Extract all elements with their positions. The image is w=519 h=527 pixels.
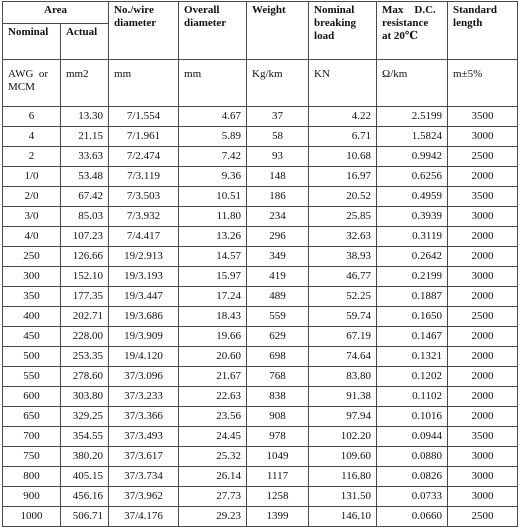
actual-header: Actual bbox=[61, 24, 109, 60]
cell-wire: 37/4.176 bbox=[109, 507, 179, 527]
cell-weight: 489 bbox=[247, 287, 309, 307]
cell-resistance: 0.2642 bbox=[377, 247, 448, 267]
cell-wire: 7/3.503 bbox=[109, 187, 179, 207]
cell-wire: 7/1.554 bbox=[109, 107, 179, 127]
cell-length: 2000 bbox=[448, 287, 518, 307]
cell-actual: 506.71 bbox=[61, 507, 109, 527]
cell-weight: 559 bbox=[247, 307, 309, 327]
cell-overall: 24.45 bbox=[179, 427, 247, 447]
overall-diameter-header bbox=[179, 2, 247, 60]
cell-breaking: 83.80 bbox=[309, 367, 377, 387]
cell-length: 2000 bbox=[448, 327, 518, 347]
cell-actual: 53.48 bbox=[61, 167, 109, 187]
cell-breaking: 109.60 bbox=[309, 447, 377, 467]
cell-nominal: 350 bbox=[3, 287, 61, 307]
cell-length: 2000 bbox=[448, 167, 518, 187]
cell-breaking: 46.77 bbox=[309, 267, 377, 287]
table-row bbox=[3, 447, 518, 467]
cell-resistance: 0.0660 bbox=[377, 507, 448, 527]
nominal-header: Nominal bbox=[3, 24, 61, 60]
cell-wire: 37/3.493 bbox=[109, 427, 179, 447]
cell-nominal: 650 bbox=[3, 407, 61, 427]
overall-header-line-2: diameter bbox=[184, 17, 227, 29]
cell-length: 2000 bbox=[448, 407, 518, 427]
cell-wire: 19/2.913 bbox=[109, 247, 179, 267]
cell-wire: 7/3.119 bbox=[109, 167, 179, 187]
cell-resistance: 0.1202 bbox=[377, 367, 448, 387]
cell-breaking: 32.63 bbox=[309, 227, 377, 247]
cell-nominal: 2 bbox=[3, 147, 61, 167]
cell-weight: 349 bbox=[247, 247, 309, 267]
cell-nominal: 4/0 bbox=[3, 227, 61, 247]
unit-length: m±5% bbox=[448, 60, 518, 107]
cell-breaking: 38.93 bbox=[309, 247, 377, 267]
cell-wire: 37/3.962 bbox=[109, 487, 179, 507]
cell-resistance: 0.4959 bbox=[377, 187, 448, 207]
cell-overall: 21.67 bbox=[179, 367, 247, 387]
table-row bbox=[3, 207, 518, 227]
cell-length: 3000 bbox=[448, 127, 518, 147]
resistance-header-line-1: Max D.C. bbox=[382, 4, 436, 16]
cell-length: 3500 bbox=[448, 427, 518, 447]
resistance-header-line-2: resistance bbox=[382, 17, 429, 29]
cell-nominal: 6 bbox=[3, 107, 61, 127]
cell-breaking: 116.80 bbox=[309, 467, 377, 487]
cell-resistance: 0.1016 bbox=[377, 407, 448, 427]
cell-resistance: 0.9942 bbox=[377, 147, 448, 167]
breaking-header-line-2: breaking bbox=[314, 17, 356, 29]
cell-weight: 186 bbox=[247, 187, 309, 207]
cell-overall: 11.80 bbox=[179, 207, 247, 227]
breaking-load-header bbox=[309, 2, 377, 60]
no-wire-header-line-1: No./wire bbox=[114, 4, 154, 16]
cell-resistance: 0.1650 bbox=[377, 307, 448, 327]
cell-actual: 202.71 bbox=[61, 307, 109, 327]
cell-weight: 698 bbox=[247, 347, 309, 367]
cell-wire: 19/3.447 bbox=[109, 287, 179, 307]
cell-breaking: 102.20 bbox=[309, 427, 377, 447]
cell-length: 2000 bbox=[448, 387, 518, 407]
cell-nominal: 500 bbox=[3, 347, 61, 367]
cell-overall: 7.42 bbox=[179, 147, 247, 167]
cell-weight: 37 bbox=[247, 107, 309, 127]
cell-breaking: 74.64 bbox=[309, 347, 377, 367]
cell-nominal: 300 bbox=[3, 267, 61, 287]
cell-breaking: 4.22 bbox=[309, 107, 377, 127]
cell-breaking: 52.25 bbox=[309, 287, 377, 307]
cell-actual: 278.60 bbox=[61, 367, 109, 387]
cell-breaking: 67.19 bbox=[309, 327, 377, 347]
cell-nominal: 700 bbox=[3, 427, 61, 447]
cell-actual: 85.03 bbox=[61, 207, 109, 227]
cell-weight: 629 bbox=[247, 327, 309, 347]
table-row bbox=[3, 387, 518, 407]
table-row bbox=[3, 487, 518, 507]
cell-resistance: 0.0826 bbox=[377, 467, 448, 487]
cell-overall: 14.57 bbox=[179, 247, 247, 267]
cell-nominal: 750 bbox=[3, 447, 61, 467]
table-row bbox=[3, 247, 518, 267]
cell-nominal: 900 bbox=[3, 487, 61, 507]
table-row bbox=[3, 267, 518, 287]
table-row bbox=[3, 187, 518, 207]
cell-weight: 978 bbox=[247, 427, 309, 447]
cell-overall: 23.56 bbox=[179, 407, 247, 427]
no-wire-header bbox=[109, 2, 179, 60]
cell-breaking: 59.74 bbox=[309, 307, 377, 327]
standard-header-line-2: length bbox=[453, 17, 483, 29]
cell-resistance: 0.6256 bbox=[377, 167, 448, 187]
cell-breaking: 97.94 bbox=[309, 407, 377, 427]
cell-weight: 234 bbox=[247, 207, 309, 227]
cell-overall: 27.73 bbox=[179, 487, 247, 507]
cell-resistance: 0.3939 bbox=[377, 207, 448, 227]
cell-resistance: 0.1887 bbox=[377, 287, 448, 307]
cell-actual: 405.15 bbox=[61, 467, 109, 487]
standard-length-header bbox=[448, 2, 518, 60]
cell-weight: 93 bbox=[247, 147, 309, 167]
units-row bbox=[3, 60, 518, 107]
cell-actual: 456.16 bbox=[61, 487, 109, 507]
cell-actual: 152.10 bbox=[61, 267, 109, 287]
resistance-header-line-3: at 20℃ bbox=[382, 30, 419, 42]
cell-overall: 26.14 bbox=[179, 467, 247, 487]
cell-weight: 838 bbox=[247, 387, 309, 407]
cell-weight: 1258 bbox=[247, 487, 309, 507]
cell-nominal: 400 bbox=[3, 307, 61, 327]
cell-breaking: 131.50 bbox=[309, 487, 377, 507]
cell-length: 3000 bbox=[448, 447, 518, 467]
cell-resistance: 0.1467 bbox=[377, 327, 448, 347]
cell-nominal: 600 bbox=[3, 387, 61, 407]
table-row bbox=[3, 347, 518, 367]
table-row bbox=[3, 327, 518, 347]
cell-resistance: 0.3119 bbox=[377, 227, 448, 247]
cell-overall: 19.66 bbox=[179, 327, 247, 347]
cell-wire: 7/1.961 bbox=[109, 127, 179, 147]
cell-nominal: 1/0 bbox=[3, 167, 61, 187]
cell-resistance: 2.5199 bbox=[377, 107, 448, 127]
table-body bbox=[3, 107, 518, 527]
breaking-header-line-1: Nominal bbox=[314, 4, 355, 16]
cell-length: 3000 bbox=[448, 487, 518, 507]
unit-nominal-line-1: AWG or bbox=[8, 68, 49, 80]
cell-wire: 37/3.366 bbox=[109, 407, 179, 427]
cell-length: 2000 bbox=[448, 247, 518, 267]
cell-overall: 10.51 bbox=[179, 187, 247, 207]
cell-resistance: 0.1321 bbox=[377, 347, 448, 367]
table-row bbox=[3, 307, 518, 327]
cell-weight: 58 bbox=[247, 127, 309, 147]
cell-breaking: 20.52 bbox=[309, 187, 377, 207]
cell-overall: 5.89 bbox=[179, 127, 247, 147]
cell-wire: 37/3.233 bbox=[109, 387, 179, 407]
cell-actual: 253.35 bbox=[61, 347, 109, 367]
table-row bbox=[3, 127, 518, 147]
table-row bbox=[3, 167, 518, 187]
breaking-header-line-3: load bbox=[314, 30, 335, 42]
cell-wire: 19/3.686 bbox=[109, 307, 179, 327]
cell-resistance: 0.0880 bbox=[377, 447, 448, 467]
cell-wire: 19/3.193 bbox=[109, 267, 179, 287]
cell-actual: 303.80 bbox=[61, 387, 109, 407]
spec-table-container bbox=[2, 1, 518, 527]
cell-length: 3000 bbox=[448, 207, 518, 227]
cell-actual: 329.25 bbox=[61, 407, 109, 427]
cell-length: 3000 bbox=[448, 467, 518, 487]
cell-overall: 9.36 bbox=[179, 167, 247, 187]
cell-actual: 177.35 bbox=[61, 287, 109, 307]
cell-wire: 7/2.474 bbox=[109, 147, 179, 167]
unit-weight: Kg/km bbox=[247, 60, 309, 107]
overall-header-line-1: Overall bbox=[184, 4, 220, 16]
table-row bbox=[3, 287, 518, 307]
cell-resistance: 1.5824 bbox=[377, 127, 448, 147]
unit-nominal-line-2: MCM bbox=[8, 81, 35, 93]
cell-overall: 29.23 bbox=[179, 507, 247, 527]
cell-breaking: 146.10 bbox=[309, 507, 377, 527]
cell-nominal: 800 bbox=[3, 467, 61, 487]
cell-actual: 67.42 bbox=[61, 187, 109, 207]
table-row bbox=[3, 107, 518, 127]
no-wire-header-line-2: diameter bbox=[114, 17, 157, 29]
cell-length: 3000 bbox=[448, 267, 518, 287]
table-row bbox=[3, 227, 518, 247]
cell-overall: 13.26 bbox=[179, 227, 247, 247]
cell-resistance: 0.1102 bbox=[377, 387, 448, 407]
resistance-header bbox=[377, 2, 448, 60]
unit-actual: mm2 bbox=[61, 60, 109, 107]
cell-weight: 1117 bbox=[247, 467, 309, 487]
cell-actual: 126.66 bbox=[61, 247, 109, 267]
cell-resistance: 0.2199 bbox=[377, 267, 448, 287]
cell-length: 2500 bbox=[448, 307, 518, 327]
cell-wire: 19/4.120 bbox=[109, 347, 179, 367]
cell-overall: 20.60 bbox=[179, 347, 247, 367]
cell-wire: 37/3.734 bbox=[109, 467, 179, 487]
table-row bbox=[3, 367, 518, 387]
cell-nominal: 1000 bbox=[3, 507, 61, 527]
cell-nominal: 550 bbox=[3, 367, 61, 387]
cell-length: 2000 bbox=[448, 367, 518, 387]
cell-overall: 18.43 bbox=[179, 307, 247, 327]
cell-wire: 37/3.617 bbox=[109, 447, 179, 467]
unit-breaking: KN bbox=[309, 60, 377, 107]
cell-wire: 19/3.909 bbox=[109, 327, 179, 347]
cell-overall: 25.32 bbox=[179, 447, 247, 467]
cell-actual: 13.30 bbox=[61, 107, 109, 127]
cell-breaking: 91.38 bbox=[309, 387, 377, 407]
cell-nominal: 250 bbox=[3, 247, 61, 267]
cell-nominal: 450 bbox=[3, 327, 61, 347]
cell-wire: 7/3.932 bbox=[109, 207, 179, 227]
cell-actual: 354.55 bbox=[61, 427, 109, 447]
standard-header-line-1: Standard bbox=[453, 4, 498, 16]
cell-nominal: 3/0 bbox=[3, 207, 61, 227]
table-row bbox=[3, 147, 518, 167]
cell-actual: 107.23 bbox=[61, 227, 109, 247]
cell-weight: 296 bbox=[247, 227, 309, 247]
cell-actual: 21.15 bbox=[61, 127, 109, 147]
cell-breaking: 25.85 bbox=[309, 207, 377, 227]
cell-actual: 380.20 bbox=[61, 447, 109, 467]
cell-weight: 148 bbox=[247, 167, 309, 187]
cell-actual: 33.63 bbox=[61, 147, 109, 167]
cell-length: 2500 bbox=[448, 147, 518, 167]
conductor-spec-table bbox=[2, 1, 518, 527]
cell-breaking: 16.97 bbox=[309, 167, 377, 187]
cell-length: 3500 bbox=[448, 187, 518, 207]
cell-wire: 7/4.417 bbox=[109, 227, 179, 247]
cell-overall: 17.24 bbox=[179, 287, 247, 307]
cell-overall: 22.63 bbox=[179, 387, 247, 407]
table-row bbox=[3, 407, 518, 427]
cell-nominal: 4 bbox=[3, 127, 61, 147]
cell-wire: 37/3.096 bbox=[109, 367, 179, 387]
cell-breaking: 6.71 bbox=[309, 127, 377, 147]
unit-resistance: Ω/km bbox=[377, 60, 448, 107]
cell-resistance: 0.0733 bbox=[377, 487, 448, 507]
cell-actual: 228.00 bbox=[61, 327, 109, 347]
cell-weight: 908 bbox=[247, 407, 309, 427]
cell-length: 2000 bbox=[448, 347, 518, 367]
cell-weight: 768 bbox=[247, 367, 309, 387]
cell-resistance: 0.0944 bbox=[377, 427, 448, 447]
cell-weight: 1049 bbox=[247, 447, 309, 467]
cell-weight: 419 bbox=[247, 267, 309, 287]
cell-length: 2500 bbox=[448, 507, 518, 527]
unit-wire: mm bbox=[109, 60, 179, 107]
cell-overall: 4.67 bbox=[179, 107, 247, 127]
area-header: Area bbox=[3, 2, 109, 24]
unit-nominal bbox=[3, 60, 61, 107]
weight-header: Weight bbox=[247, 2, 309, 60]
cell-length: 3500 bbox=[448, 107, 518, 127]
cell-breaking: 10.68 bbox=[309, 147, 377, 167]
cell-overall: 15.97 bbox=[179, 267, 247, 287]
cell-nominal: 2/0 bbox=[3, 187, 61, 207]
cell-length: 2000 bbox=[448, 227, 518, 247]
unit-overall: mm bbox=[179, 60, 247, 107]
table-row bbox=[3, 507, 518, 527]
cell-weight: 1399 bbox=[247, 507, 309, 527]
table-row bbox=[3, 427, 518, 447]
table-row bbox=[3, 467, 518, 487]
header-row-top bbox=[3, 2, 518, 24]
